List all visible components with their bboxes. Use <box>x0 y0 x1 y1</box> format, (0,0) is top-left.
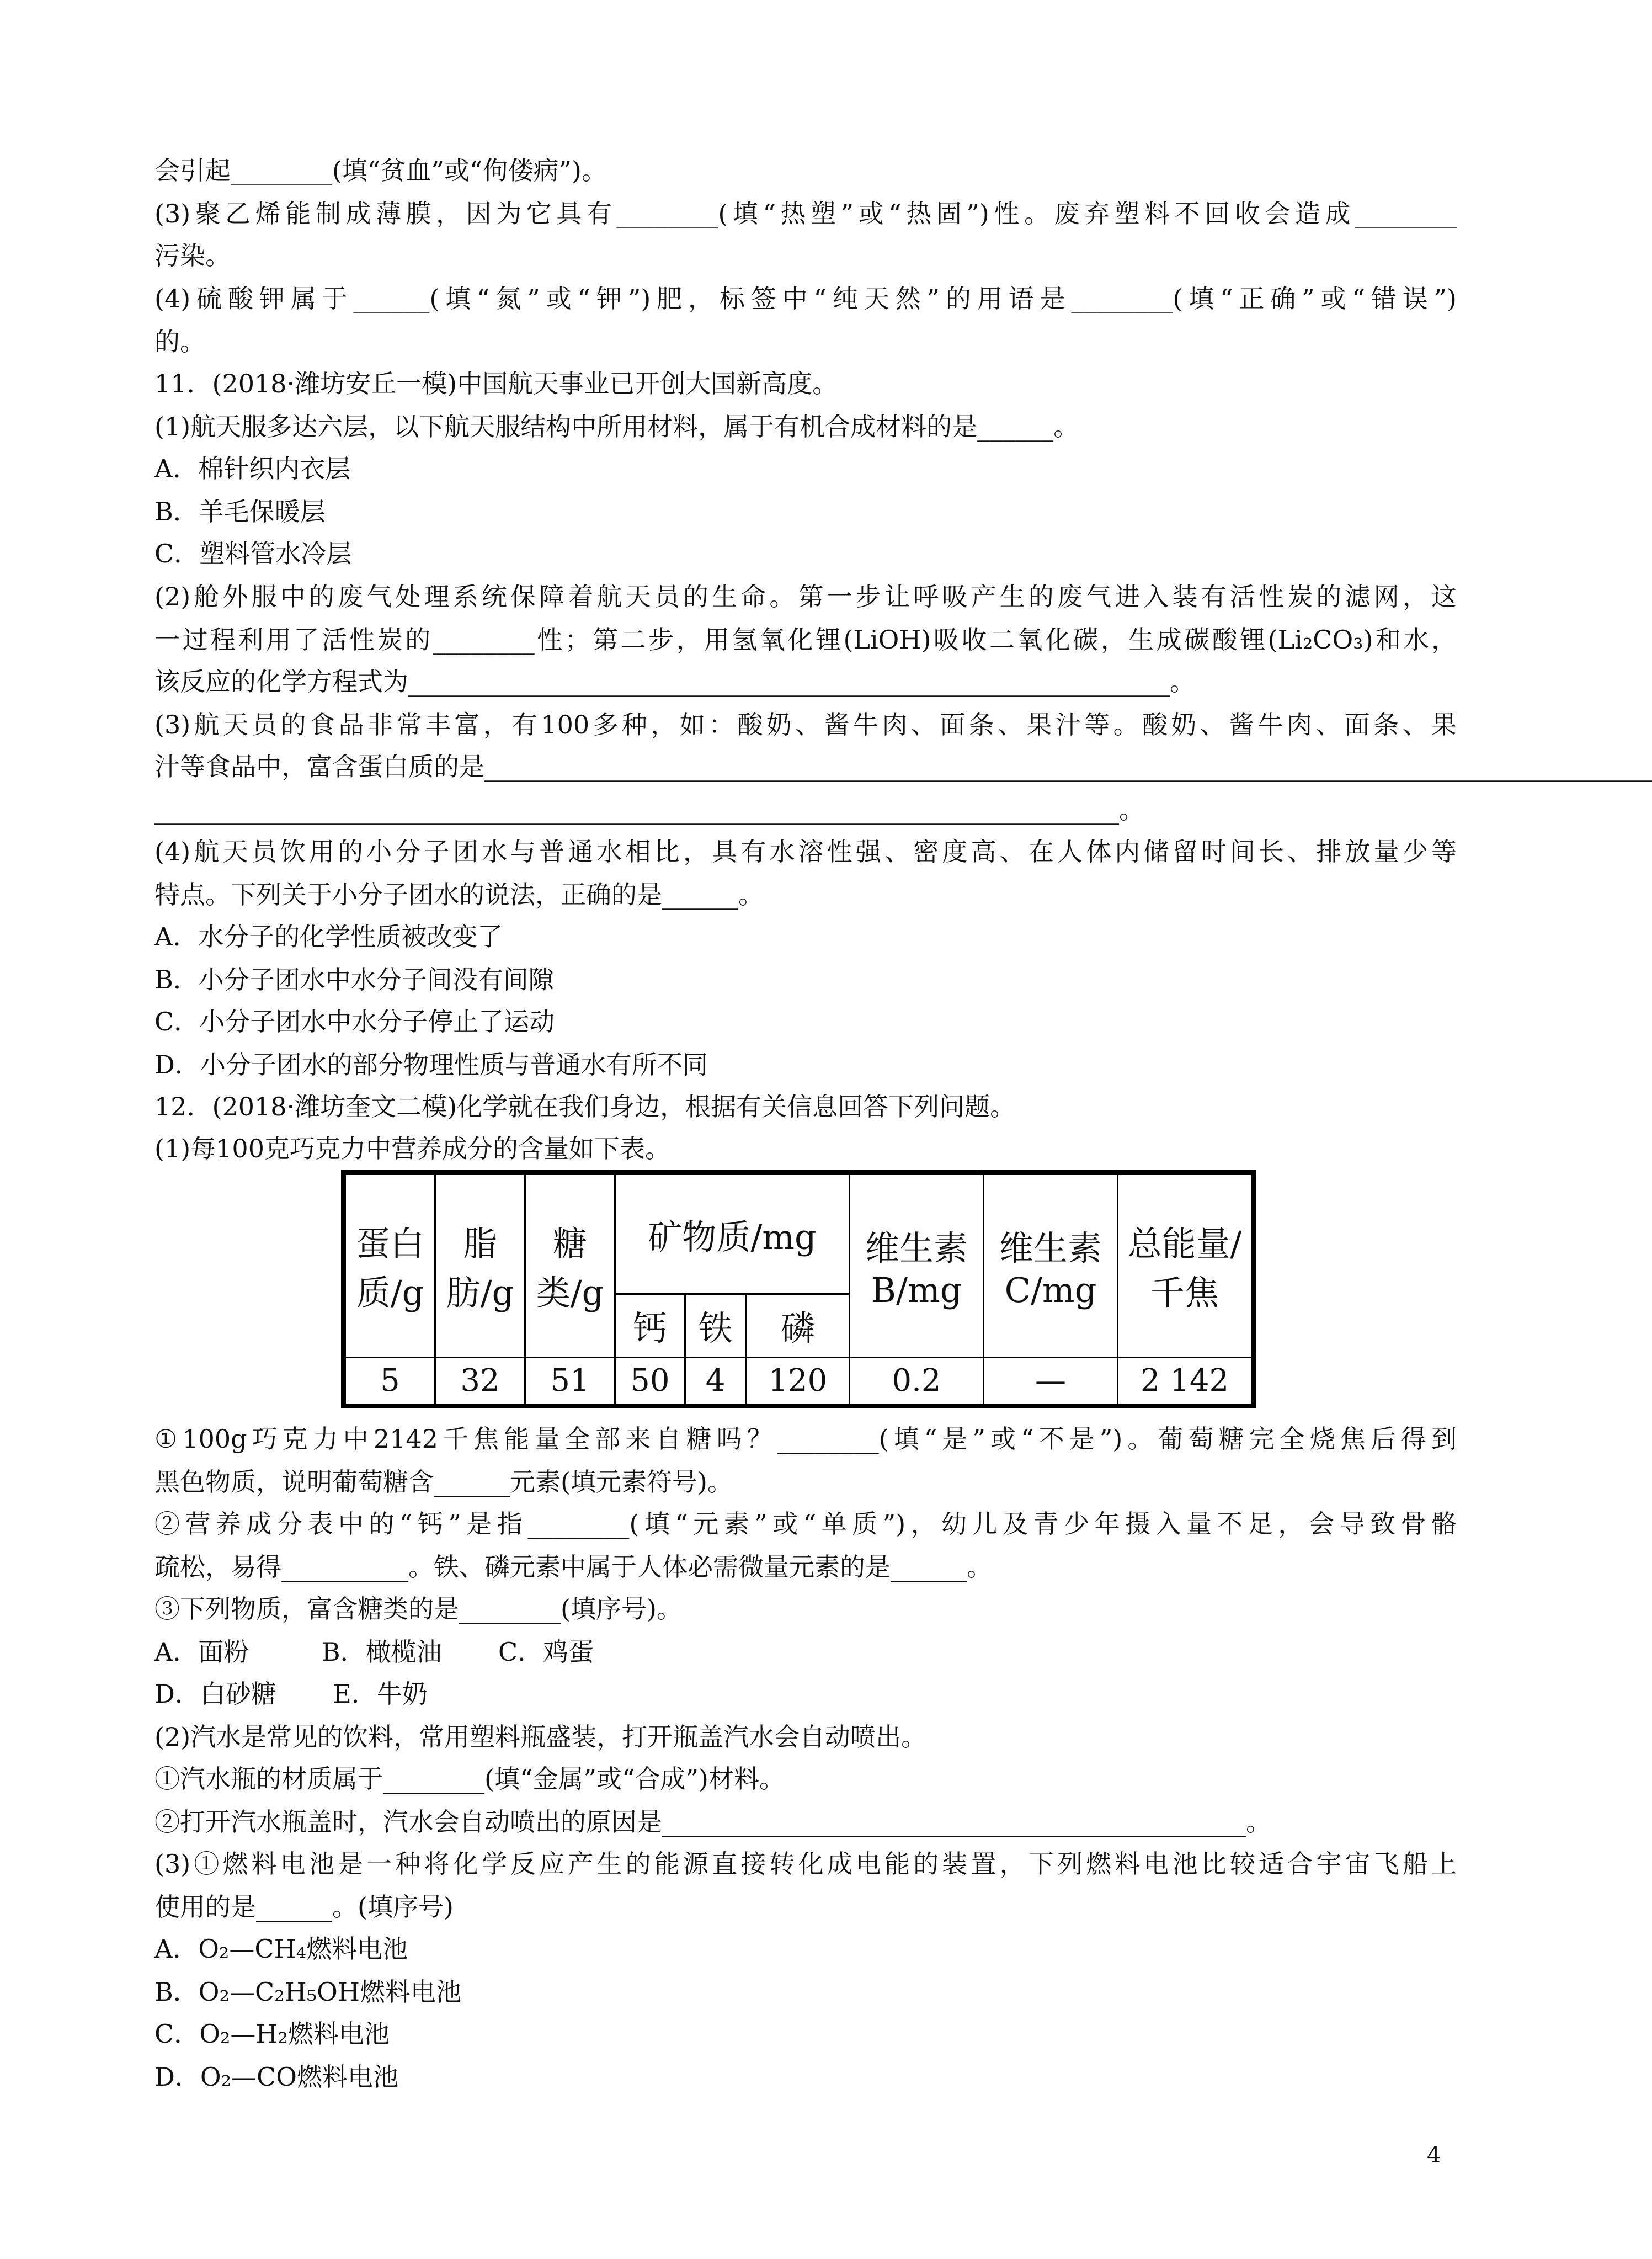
text-line: (3)航天员的食品非常丰富，有100多种，如：酸奶、酱牛肉、面条、果汁等。酸奶、酱牛肉、面条、果 <box>154 710 1457 740</box>
cell-value: 5 <box>344 1357 435 1406</box>
header-fat: 脂肪/g <box>435 1173 525 1358</box>
header-protein: 蛋白质/g <box>344 1173 435 1358</box>
text-line: (1)每100克巧克力中营养成分的含量如下表。 <box>154 1134 670 1163</box>
text-line: ②打开汽水瓶盖时，汽水会自动喷出的原因是______________________________________________。 <box>154 1807 1271 1837</box>
text-line: (3)①燃料电池是一种将化学反应产生的能源直接转化成电能的装置，下列燃料电池比较适合宇宙飞船上 <box>154 1849 1457 1879</box>
option-line: D．小分子团水的部分物理性质与普通水有所不同 <box>154 1050 708 1080</box>
cell-value: 0.2 <box>850 1357 984 1406</box>
text-line: 汁等食品中，富含蛋白质的是____________________________________________________________________________________________ <box>154 752 1652 782</box>
page-number: 4 <box>1427 2143 1441 2168</box>
text-line: (1)航天服多达六层，以下航天服结构中所用材料，属于有机合成材料的是______。 <box>154 412 1079 442</box>
question-11-title: 11．(2018·潍坊安丘一模)中国航天事业已开创大国新高度。 <box>154 369 838 398</box>
text-line: 污染。 <box>154 241 231 270</box>
cell-value: 32 <box>435 1357 525 1406</box>
text-line: 使用的是______。(填序号) <box>154 1892 454 1922</box>
option-line: B．小分子团水中水分子间没有间隙 <box>154 965 554 995</box>
text-line: (4)航天员饮用的小分子团水与普通水相比，具有水溶性强、密度高、在人体内储留时间长、排放量少等 <box>154 837 1457 867</box>
header-phosphorus: 磷 <box>746 1294 849 1358</box>
text-line: ①100g巧克力中2142千焦能量全部来自糖吗？________(填“是”或“不是”)。葡萄糖完全烧焦后得到 <box>154 1424 1457 1454</box>
header-sugar: 糖类/g <box>525 1173 615 1358</box>
header-total-energy: 总能量/千焦 <box>1118 1173 1254 1358</box>
cell-value: 50 <box>615 1357 685 1406</box>
header-vitamin-c: 维生素C/mg <box>984 1173 1118 1358</box>
option-line: D．白砂糖 E．牛奶 <box>154 1679 428 1709</box>
header-iron: 铁 <box>685 1294 746 1358</box>
option-line: A．O₂—CH₄燃料电池 <box>154 1934 408 1964</box>
text-line: 会引起________(填“贫血”或“佝偻病”)。 <box>154 156 607 185</box>
cell-value: 51 <box>525 1357 615 1406</box>
option-line: C．塑料管水冷层 <box>154 539 352 568</box>
option-line: A．水分子的化学性质被改变了 <box>154 922 503 952</box>
text-line: 的。 <box>154 327 205 357</box>
question-12-title: 12．(2018·潍坊奎文二模)化学就在我们身边，根据有关信息回答下列问题。 <box>154 1092 1016 1121</box>
text-line: ②营养成分表中的“钙”是指________(填“元素”或“单质”)，幼儿及青少年摄入量不足，会导致骨骼 <box>154 1509 1457 1539</box>
text-line: ____________________________________________________________________________。 <box>154 795 1144 825</box>
nutrition-table <box>341 1170 1256 1408</box>
option-line: B．羊毛保暖层 <box>154 497 326 527</box>
option-line: B．O₂—C₂H₅OH燃料电池 <box>154 1977 461 2007</box>
text-line: 疏松，易得__________。铁、磷元素中属于人体必需微量元素的是______。 <box>154 1552 992 1582</box>
option-line: C．O₂—H₂燃料电池 <box>154 2019 390 2049</box>
text-line: (2)舱外服中的废气处理系统保障着航天员的生命。第一步让呼吸产生的废气进入装有活性炭的滤网，这 <box>154 582 1457 612</box>
header-calcium: 钙 <box>615 1294 685 1358</box>
text-line: 特点。下列关于小分子团水的说法，正确的是______。 <box>154 880 764 910</box>
text-line: ③下列物质，富含糖类的是________(填序号)。 <box>154 1594 682 1624</box>
option-line: A．面粉 B．橄榄油 C．鸡蛋 <box>154 1637 594 1667</box>
text-line: 该反应的化学方程式为____________________________________________________________。 <box>154 667 1195 697</box>
cell-value: 4 <box>685 1357 746 1406</box>
option-line: C．小分子团水中水分子停止了运动 <box>154 1007 555 1037</box>
text-line: 黑色物质，说明葡萄糖含______元素(填元素符号)。 <box>154 1467 733 1497</box>
text-line: (2)汽水是常见的饮料，常用塑料瓶盛装，打开瓶盖汽水会自动喷出。 <box>154 1722 927 1752</box>
option-line: D．O₂—CO燃料电池 <box>154 2062 398 2092</box>
header-minerals: 矿物质/mg <box>615 1173 850 1294</box>
text-line: ①汽水瓶的材质属于________(填“金属”或“合成”)材料。 <box>154 1764 785 1794</box>
header-vitamin-b: 维生素B/mg <box>850 1173 984 1358</box>
text-line: (4)硫酸钾属于______(填“氮”或“钾”)肥，标签中“纯天然”的用语是________(填“正确”或“错误”) <box>154 284 1457 313</box>
text-line: (3)聚乙烯能制成薄膜，因为它具有________(填“热塑”或“热固”)性。废弃塑料不回收会造成________ <box>154 199 1457 228</box>
cell-value: — <box>984 1357 1118 1406</box>
cell-value: 120 <box>746 1357 849 1406</box>
option-line: A．棉针织内衣层 <box>154 454 351 483</box>
cell-value: 2 142 <box>1118 1357 1254 1406</box>
text-line: 一过程利用了活性炭的________性；第二步，用氢氧化锂(LiOH)吸收二氧化碳，生成碳酸锂(Li₂CO₃)和水， <box>154 625 1457 655</box>
